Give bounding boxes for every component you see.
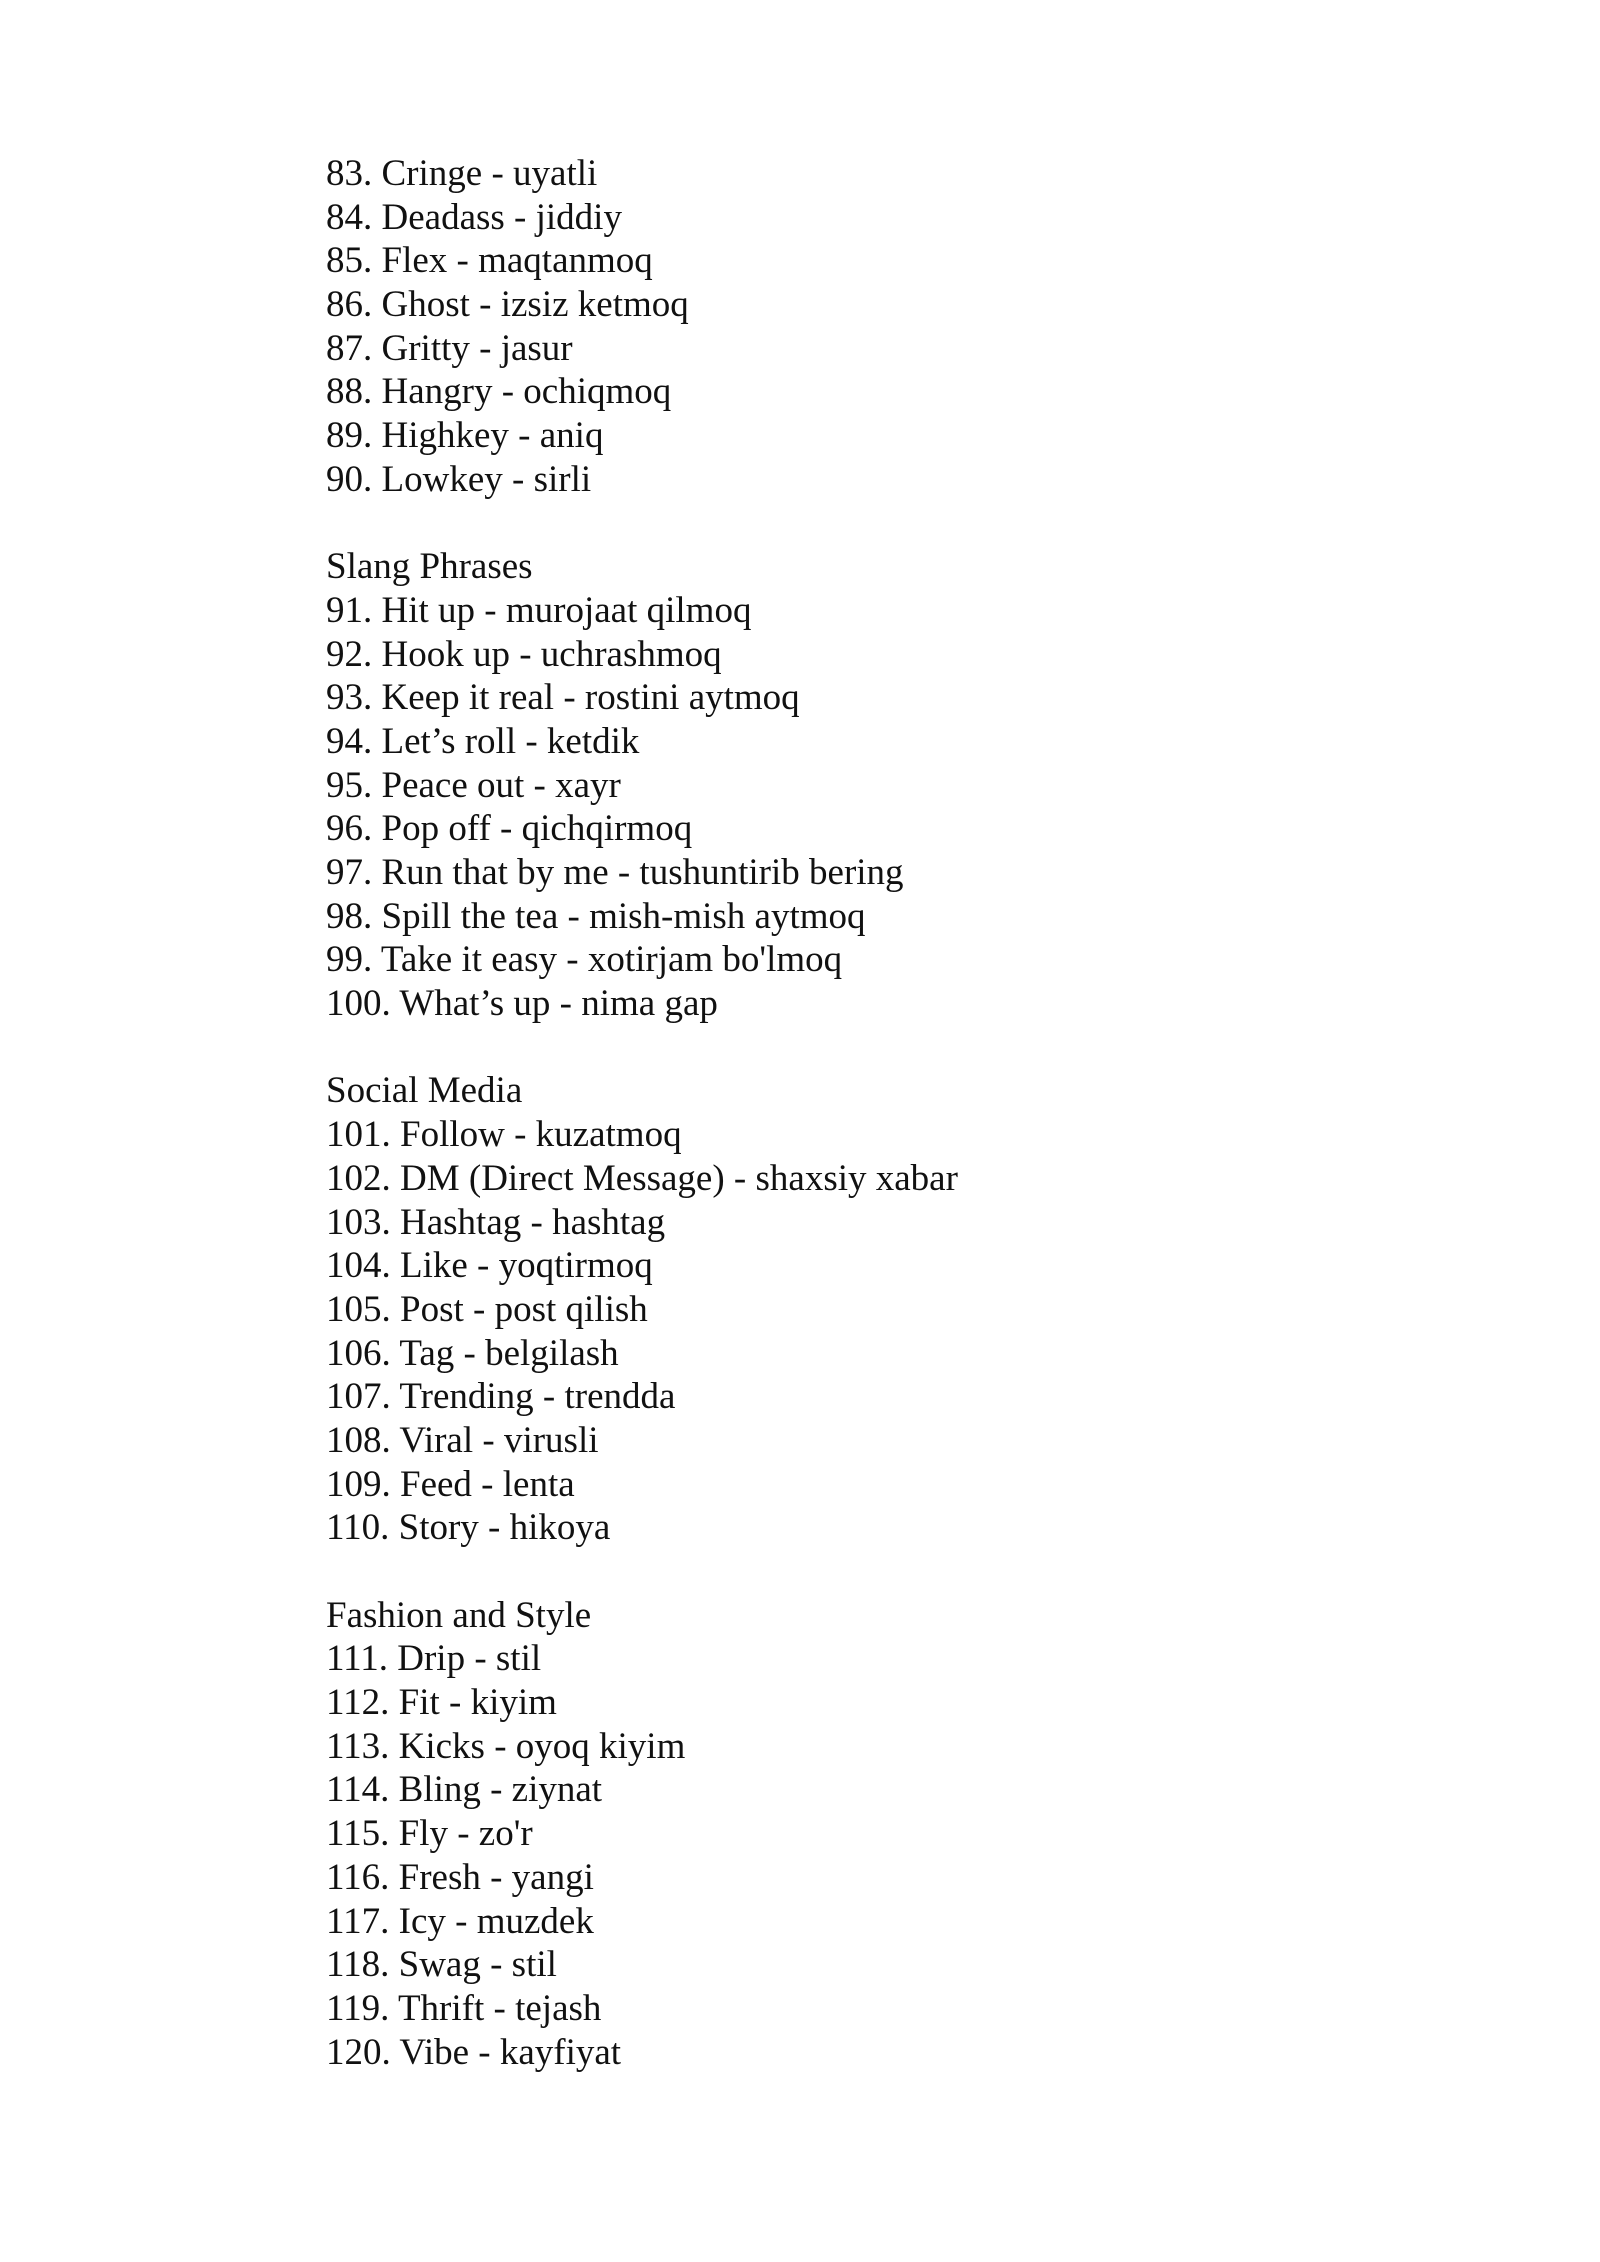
- list-item: 101. Follow - kuzatmoq: [326, 1114, 682, 1156]
- list-item: 112. Fit - kiyim: [326, 1682, 557, 1724]
- list-item: 83. Cringe - uyatli: [326, 153, 598, 194]
- list-item: 120. Vibe - kayfiyat: [326, 2031, 622, 2073]
- list-item: 99. Take it easy - xotirjam bo'lmoq: [326, 939, 843, 981]
- vocab-group-fashion-and-style: [326, 1594, 1526, 2075]
- list-item: 91. Hit up - murojaat qilmoq: [326, 589, 752, 631]
- list-item: 84. Deadass - jiddiy: [326, 196, 622, 238]
- list-item: 96. Pop off - qichqirmoq: [326, 808, 693, 850]
- list-item: 90. Lowkey - sirli: [326, 458, 592, 500]
- list-item: 94. Let’s roll - ketdik: [326, 720, 640, 762]
- list-item: 95. Peace out - xayr: [326, 764, 621, 806]
- list-item: 98. Spill the tea - mish-mish aytmoq: [326, 895, 866, 937]
- list-item: 107. Trending - trendda: [326, 1376, 676, 1418]
- list-item: 100. What’s up - nima gap: [326, 983, 718, 1025]
- list-item: 108. Viral - virusli: [326, 1419, 599, 1461]
- vocab-group-social-media: [326, 1069, 1526, 1550]
- list-item: 93. Keep it real - rostini aytmoq: [326, 677, 800, 719]
- list-item: 85. Flex - maqtanmoq: [326, 240, 653, 282]
- list-item: 102. DM (Direct Message) - shaxsiy xabar: [326, 1157, 958, 1199]
- list-item: 119. Thrift - tejash: [326, 1987, 602, 2029]
- section-heading: Slang Phrases: [326, 546, 533, 588]
- section-heading: Social Media: [326, 1070, 523, 1112]
- vocab-group-continued: [326, 152, 1526, 502]
- list-item: 117. Icy - muzdek: [326, 1900, 594, 1942]
- list-item: 116. Fresh - yangi: [326, 1856, 594, 1898]
- list-item: 110. Story - hikoya: [326, 1507, 611, 1549]
- list-item: 115. Fly - zo'r: [326, 1813, 533, 1855]
- list-item: 103. Hashtag - hashtag: [326, 1201, 666, 1243]
- list-item: 118. Swag - stil: [326, 1944, 557, 1986]
- list-item: 113. Kicks - oyoq kiyim: [326, 1725, 686, 1767]
- list-item: 104. Like - yoqtirmoq: [326, 1245, 653, 1287]
- list-item: 86. Ghost - izsiz ketmoq: [326, 284, 689, 326]
- list-item: 88. Hangry - ochiqmoq: [326, 371, 672, 413]
- list-item: 109. Feed - lenta: [326, 1463, 575, 1505]
- list-item: 97. Run that by me - tushuntirib bering: [326, 852, 904, 893]
- list-item: 114. Bling - ziynat: [326, 1769, 603, 1811]
- list-item: 111. Drip - stil: [326, 1638, 542, 1680]
- document-body: [326, 152, 1526, 2074]
- list-item: 87. Gritty - jasur: [326, 327, 573, 369]
- list-item: 89. Highkey - aniq: [326, 415, 604, 457]
- list-item: 105. Post - post qilish: [326, 1288, 648, 1330]
- list-item: 106. Tag - belgilash: [326, 1332, 619, 1374]
- list-item: 92. Hook up - uchrashmoq: [326, 633, 722, 675]
- section-heading: Fashion and Style: [326, 1594, 592, 1636]
- vocab-group-slang-phrases: [326, 545, 1526, 1026]
